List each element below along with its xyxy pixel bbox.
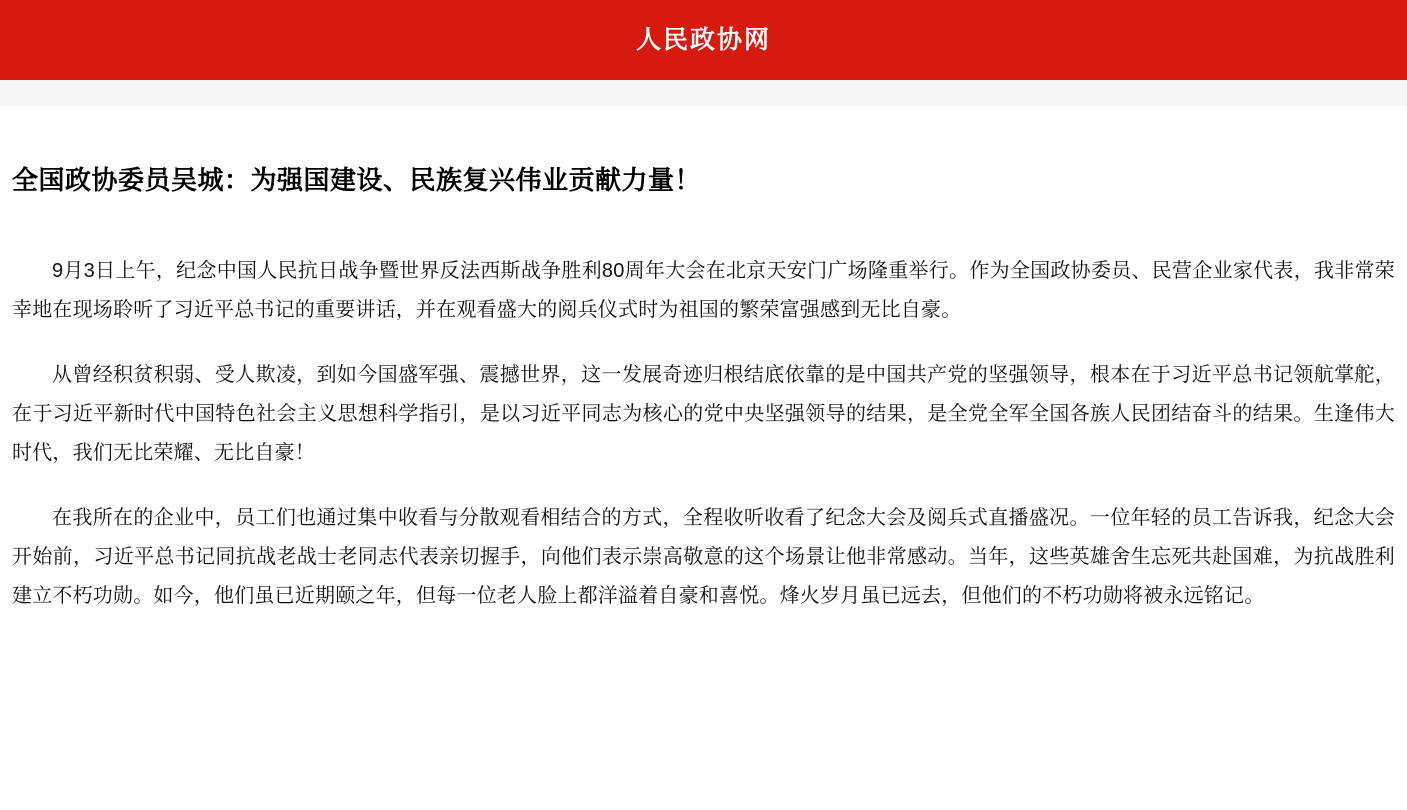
article-paragraph: 在我所在的企业中，员工们也通过集中收看与分散观看相结合的方式，全程收听收看了纪念大会及阅兵式直播盛况。一位年轻的员工告诉我，纪念大会开始前，习近平总书记同抗战老战士老同志代表亲切握手，向他们表示崇高敬意的这个场景让他非常感动。当年，这些英雄舍生忘死共赴国难，为抗战胜利建立不朽功勋。如今，他们虽已近期颐之年，但每一位老人脸上都洋溢着自豪和喜悦。烽火岁月虽已远去，但他们的不朽功勋将被永远铭记。 xyxy=(12,507,1395,608)
article-title: 全国政协委员吴城：为强国建设、民族复兴伟业贡献力量！ xyxy=(12,165,702,195)
article-body xyxy=(12,198,1395,616)
article-paragraph: 从曾经积贫积弱、受人欺凌，到如今国盛军强、震撼世界，这一发展奇迹归根结底依靠的是中国共产党的坚强领导，根本在于习近平总书记领航掌舵，在于习近平新时代中国特色社会主义思想科学指引，是以习近平同志为核心的党中央坚强领导的结果，是全党全军全国各族人民团结奋斗的结果。生逢伟大时代，我们无比荣耀、无比自豪！ xyxy=(12,364,1395,465)
site-title: 人民政协网 xyxy=(635,25,771,54)
article-container xyxy=(0,106,1407,810)
article-paragraph: 9月3日上午，纪念中国人民抗日战争暨世界反法西斯战争胜利80周年大会在北京天安门广场隆重举行。作为全国政协委员、民营企业家代表，我非常荣幸地在现场聆听了习近平总书记的重要讲话，并在观看盛大的阅兵仪式时为祖国的繁荣富强感到无比自豪。 xyxy=(12,260,1395,322)
header-divider xyxy=(0,80,1407,106)
site-header xyxy=(0,0,1407,80)
